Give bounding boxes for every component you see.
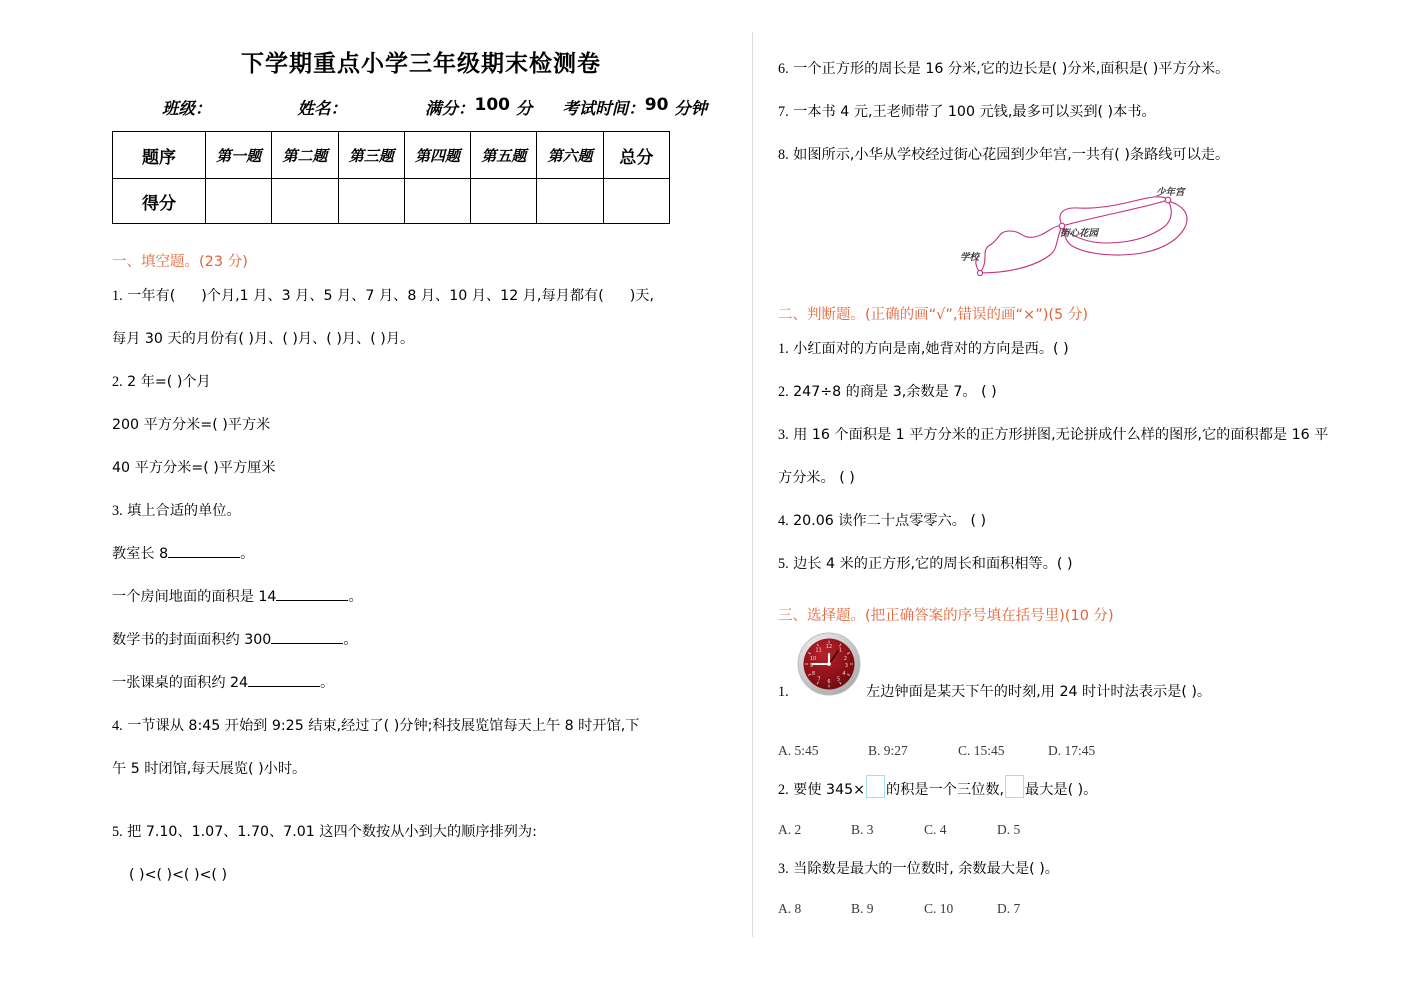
- mc-question-2-mid: 的积是一个三位数,: [886, 782, 1005, 798]
- mc-1-option-d[interactable]: D. 17:45: [1048, 743, 1096, 758]
- question-3-item-2-suffix: 。: [348, 589, 363, 605]
- mc-question-2-line: [778, 769, 1398, 812]
- mc-1-option-a[interactable]: A. 5:45: [778, 743, 819, 758]
- mc-question-1-row: [778, 631, 1398, 709]
- tf-question-5-text: 边长 4 米的正方形,它的周长和面积相等。( ): [793, 556, 1073, 572]
- tf-question-4-number: 4.: [778, 513, 789, 529]
- right-column: [778, 0, 1398, 927]
- mc-3-option-a[interactable]: A. 8: [778, 901, 802, 916]
- question-8-text-1: 如图所示,小华从学校经过街心花园到少年宫,一共有( )条路线可以走。: [793, 147, 1230, 163]
- tf-question-5-number: 5.: [778, 556, 789, 572]
- question-6-line-1: [778, 48, 1398, 91]
- mc-2-option-d[interactable]: D. 5: [997, 822, 1021, 837]
- question-7-number: 7.: [778, 104, 789, 120]
- question-2-number: 2.: [112, 374, 123, 390]
- score-cell-3[interactable]: [338, 179, 404, 224]
- route-map-figure: [938, 181, 1238, 281]
- question-3-item-2-prefix: 一个房间地面的面积是 14: [112, 589, 277, 605]
- mc-question-3-number: 3.: [778, 861, 789, 877]
- digit-box-1[interactable]: [866, 775, 885, 798]
- question-1-text-a: 一年有(: [127, 288, 176, 304]
- mc-2-option-a[interactable]: A. 2: [778, 822, 802, 837]
- class-label: 班级：: [162, 99, 212, 118]
- mc-2-option-c[interactable]: C. 4: [924, 822, 947, 837]
- digit-box-2[interactable]: [1005, 775, 1024, 798]
- svg-text:9: 9: [809, 663, 814, 669]
- question-3-item-2: [112, 576, 752, 619]
- unit-blank-3[interactable]: [271, 629, 343, 644]
- question-3-number: 3.: [112, 503, 123, 519]
- section-heading-true-false: 二、判断题。(正确的画“√”,错误的画“×”)(5 分): [778, 307, 1089, 323]
- mc-3-option-c[interactable]: C. 10: [924, 901, 954, 916]
- svg-text:5: 5: [836, 676, 841, 683]
- score-table-row2-header: 得分: [113, 179, 206, 224]
- mc-1-option-b[interactable]: B. 9:27: [868, 743, 908, 758]
- full-score-value: 100: [474, 95, 510, 115]
- svg-text:4: 4: [842, 671, 846, 677]
- page-title: 下学期重点小学三年级期末检测卷: [241, 50, 601, 77]
- score-table-row1-header: 题序: [113, 132, 206, 179]
- tf-question-4: [778, 500, 1398, 543]
- question-4-number: 4.: [112, 718, 123, 734]
- map-label-palace: 少年宫: [1156, 187, 1185, 198]
- score-table-col-6: 第六题: [537, 132, 603, 179]
- mc-question-1-text: 左边钟面是某天下午的时刻,用 24 时计时法表示是( )。: [866, 684, 1212, 700]
- mc-3-option-b[interactable]: B. 9: [851, 901, 874, 916]
- question-3-item-4-suffix: 。: [320, 675, 335, 691]
- svg-text:12: 12: [825, 644, 833, 650]
- score-table-col-1: 第一题: [206, 132, 272, 179]
- tf-question-3-number: 3.: [778, 427, 789, 443]
- question-1-line-1: [112, 275, 752, 318]
- question-8-number: 8.: [778, 147, 789, 163]
- mc-question-2-options: [778, 812, 1398, 848]
- svg-text:1: 1: [838, 647, 843, 654]
- question-7-text-1: 一本书 4 元,王老师带了 100 元钱,最多可以买到( )本书。: [793, 104, 1156, 120]
- question-5-text-1: 把 7.10、1.07、1.70、7.01 这四个数按从小到大的顺序排列为:: [127, 824, 537, 840]
- svg-text:6: 6: [827, 679, 831, 685]
- question-2-text-1: 2 年=( )个月: [127, 374, 211, 390]
- tf-question-2-number: 2.: [778, 384, 789, 400]
- mc-question-1-text-line: [778, 681, 1211, 701]
- mc-question-1-number: 1.: [778, 684, 789, 700]
- tf-question-3-line-1: [778, 414, 1398, 457]
- mc-question-3-text: 当除数是最大的一位数时, 余数最大是( )。: [793, 861, 1059, 877]
- question-5-line-1: [112, 811, 752, 854]
- score-cell-4[interactable]: [404, 179, 470, 224]
- question-3-item-3: [112, 619, 752, 662]
- unit-blank-2[interactable]: [276, 586, 348, 601]
- score-cell-2[interactable]: [272, 179, 338, 224]
- exam-time-unit: 分钟: [674, 99, 708, 118]
- svg-text:10: 10: [809, 656, 817, 662]
- score-cell-5[interactable]: [471, 179, 537, 224]
- question-3-item-1-suffix: 。: [240, 546, 255, 562]
- tf-question-3-text-1: 用 16 个面积是 1 平方分米的正方形拼图,无论拼成什么样的图形,它的面积都是 16 平: [793, 427, 1329, 443]
- question-1-number: 1.: [112, 288, 123, 304]
- question-4-line-1: [112, 705, 752, 748]
- question-2-line-3: 40 平方分米=( )平方厘米: [112, 460, 276, 476]
- tf-question-1-number: 1.: [778, 341, 789, 357]
- tf-question-4-text: 20.06 读作二十点零零六。 ( ): [793, 513, 987, 529]
- mc-question-3-options: [778, 891, 1398, 927]
- question-4-text-1: 一节课从 8:45 开始到 9:25 结束,经过了( )分钟;科技展览馆每天上午 8 时开馆,下: [127, 718, 640, 734]
- mc-1-option-c[interactable]: C. 15:45: [958, 743, 1005, 758]
- tf-question-2-text: 247÷8 的商是 3,余数是 7。 ( ): [793, 384, 997, 400]
- tf-question-2: [778, 371, 1398, 414]
- question-3-item-4-prefix: 一张课桌的面积约 24: [112, 675, 249, 691]
- score-table-col-total: 总分: [603, 132, 669, 179]
- node-palace: [1165, 197, 1171, 203]
- mc-question-2-pre: 要使 345×: [793, 782, 866, 798]
- question-3-item-1: [112, 533, 752, 576]
- section-heading-fill-in-blanks: 一、填空题。(23 分): [112, 254, 248, 270]
- question-5-number: 5.: [112, 824, 123, 840]
- unit-blank-1[interactable]: [168, 543, 240, 558]
- question-6-text-1: 一个正方形的周长是 16 分米,它的边长是( )分米,面积是( )平方分米。: [793, 61, 1230, 77]
- table-row-header: [113, 132, 670, 179]
- mc-question-1-options: [778, 733, 1398, 769]
- score-table-col-2: 第二题: [272, 132, 338, 179]
- question-1-text-c: )天,: [629, 288, 654, 304]
- question-4-line-2: 午 5 时闭馆,每天展览( )小时。: [112, 761, 307, 777]
- column-divider: [752, 32, 753, 937]
- question-3-item-1-prefix: 教室长 8: [112, 546, 169, 562]
- question-3-line-1: [112, 490, 752, 533]
- left-column: [112, 0, 752, 897]
- tf-question-1-text: 小红面对的方向是南,她背对的方向是西。( ): [793, 341, 1069, 357]
- score-table-col-4: 第四题: [404, 132, 470, 179]
- question-7-line-1: [778, 91, 1398, 134]
- table-row-scores: [113, 179, 670, 224]
- question-1-line-2: 每月 30 天的月份有( )月、( )月、( )月、( )月。: [112, 331, 415, 347]
- tf-question-3-line-2: 方分米。 ( ): [778, 470, 855, 486]
- score-cell-6[interactable]: [537, 179, 603, 224]
- question-3-item-3-prefix: 数学书的封面面积约 300: [112, 632, 272, 648]
- name-label: 姓名：: [297, 99, 347, 118]
- question-3-text-1: 填上合适的单位。: [127, 503, 241, 519]
- tf-question-1: [778, 328, 1398, 371]
- mc-question-2-number: 2.: [778, 782, 789, 798]
- exam-time-value: 90: [644, 95, 669, 115]
- question-3-item-3-suffix: 。: [343, 632, 358, 648]
- svg-text:7: 7: [817, 676, 821, 683]
- exam-info-line: [112, 95, 752, 119]
- score-cell-1[interactable]: [206, 179, 272, 224]
- score-table: [112, 131, 670, 224]
- exam-time-label: 考试时间：: [562, 99, 645, 118]
- svg-text:2: 2: [843, 656, 848, 662]
- svg-text:11: 11: [815, 647, 822, 654]
- mc-question-3-line: [778, 848, 1398, 891]
- question-6-number: 6.: [778, 61, 789, 77]
- score-cell-total[interactable]: [603, 179, 669, 224]
- full-score-unit: 分: [515, 99, 533, 118]
- mc-3-option-d[interactable]: D. 7: [997, 901, 1021, 916]
- route-garden-palace-middle: [1062, 200, 1168, 226]
- question-2-line-2: 200 平方分米=( )平方米: [112, 417, 271, 433]
- question-1-text-b: )个月,1 月、3 月、5 月、7 月、8 月、10 月、12 月,每月都有(: [201, 288, 604, 304]
- route-school-garden-lower: [980, 226, 1062, 273]
- unit-blank-4[interactable]: [248, 672, 320, 687]
- question-3-item-4: [112, 662, 752, 705]
- score-table-col-3: 第三题: [338, 132, 404, 179]
- route-school-garden-upper: [980, 225, 1062, 273]
- mc-question-2-post: 最大是( )。: [1025, 782, 1098, 798]
- svg-text:3: 3: [844, 663, 849, 669]
- map-label-school: 学校: [960, 252, 980, 263]
- mc-2-option-b[interactable]: B. 3: [851, 822, 874, 837]
- question-8-line-1: [778, 134, 1398, 177]
- score-table-col-5: 第五题: [471, 132, 537, 179]
- node-school: [977, 270, 982, 275]
- section-heading-multiple-choice: 三、选择题。(把正确答案的序号填在括号里)(10 分): [778, 608, 1114, 624]
- map-label-garden: 街心花园: [1060, 228, 1099, 239]
- svg-text:8: 8: [811, 671, 816, 677]
- route-garden-palace-top: [1060, 197, 1168, 225]
- full-score-label: 满分：: [425, 99, 475, 118]
- question-5-line-2: ( )<( )<( )<( ): [129, 867, 227, 883]
- tf-question-5: [778, 543, 1398, 586]
- question-2-line-1: [112, 361, 752, 404]
